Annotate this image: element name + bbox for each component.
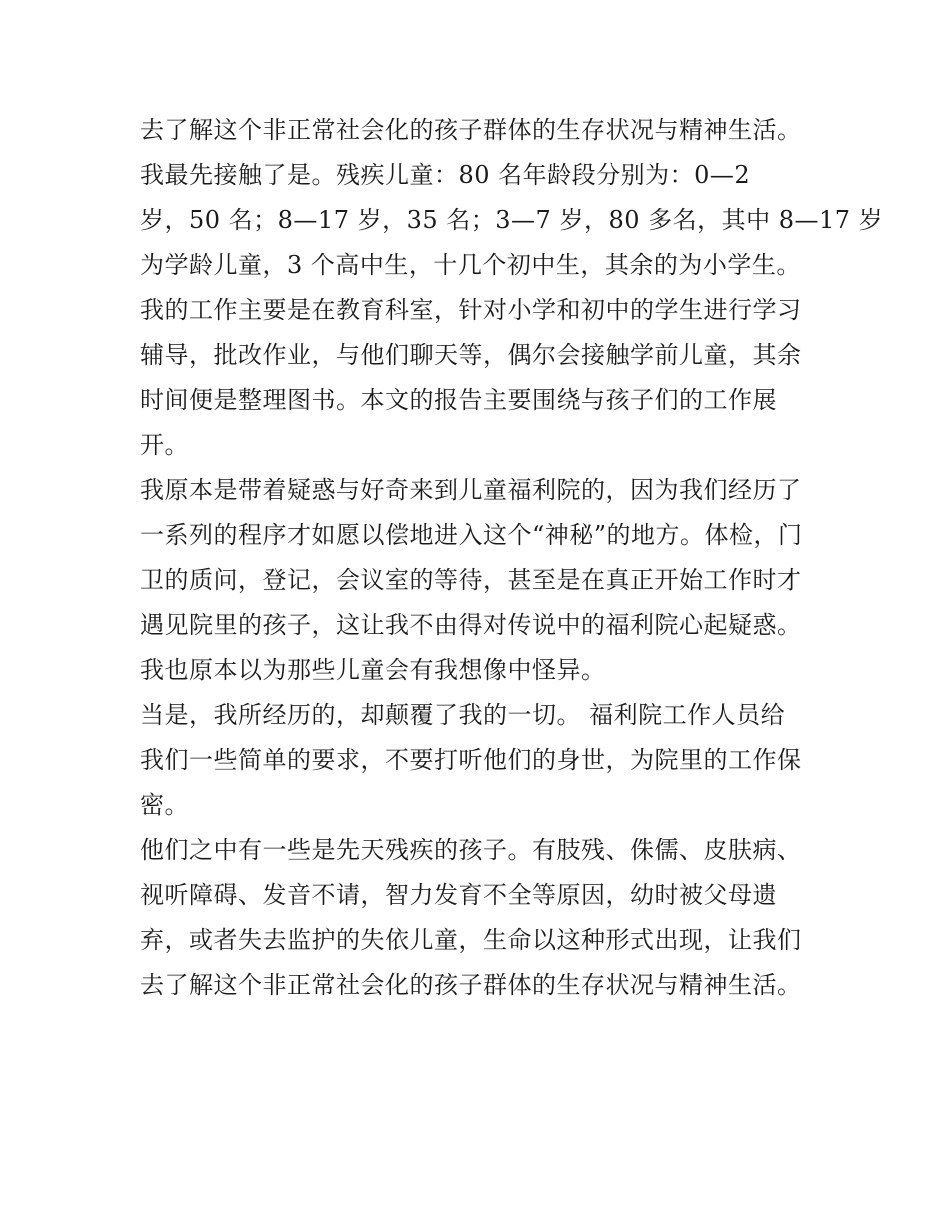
text-line: 弃，或者失去监护的失依儿童，生命以这种形式出现，让我们 (140, 926, 802, 954)
text-line: 辅导，批改作业，与他们聊天等，偶尔会接触学前儿童，其余 (140, 341, 802, 369)
text-line: 我原本是带着疑惑与好奇来到儿童福利院的，因为我们经历了 (140, 476, 802, 504)
text-line: 时间便是整理图书。本文的报告主要围绕与孩子们的工作展 (140, 386, 777, 414)
text-line: 岁，50 名；8—17 岁，35 名；3—7 岁，80 多名，其中 8—17 岁 (140, 206, 884, 234)
text-line: 开。 (140, 431, 189, 459)
text-line: 密。 (140, 791, 189, 819)
text-line: 我们一些简单的要求，不要打听他们的身世，为院里的工作保 (140, 746, 802, 774)
text-line: 我也原本以为那些儿童会有我想像中怪异。 (140, 656, 606, 684)
text-line: 我最先接触了是。残疾儿童：80 名年龄段分别为：0—2 (140, 161, 751, 189)
text-line: 去了解这个非正常社会化的孩子群体的生存状况与精神生活。 (140, 116, 802, 144)
text-line: 视听障碍、发音不请，智力发育不全等原因，幼时被父母遗 (140, 881, 777, 909)
document-body (140, 108, 884, 1008)
text-line: 遇见院里的孩子，这让我不由得对传说中的福利院心起疑惑。 (140, 611, 802, 639)
text-line: 他们之中有一些是先天残疾的孩子。有肢残、侏儒、皮肤病、 (140, 836, 802, 864)
text-line: 一系列的程序才如愿以偿地进入这个“神秘”的地方。体检，门 (140, 521, 803, 549)
text-line: 卫的质问，登记，会议室的等待，甚至是在真正开始工作时才 (140, 566, 802, 594)
text-line: 当是，我所经历的，却颠覆了我的一切。 福利院工作人员给 (140, 701, 786, 729)
text-line: 我的工作主要是在教育科室，针对小学和初中的学生进行学习 (140, 296, 802, 324)
text-line: 为学龄儿童，3 个高中生，十几个初中生，其余的为小学生。 (140, 251, 801, 279)
text-line: 去了解这个非正常社会化的孩子群体的生存状况与精神生活。 (140, 971, 802, 999)
